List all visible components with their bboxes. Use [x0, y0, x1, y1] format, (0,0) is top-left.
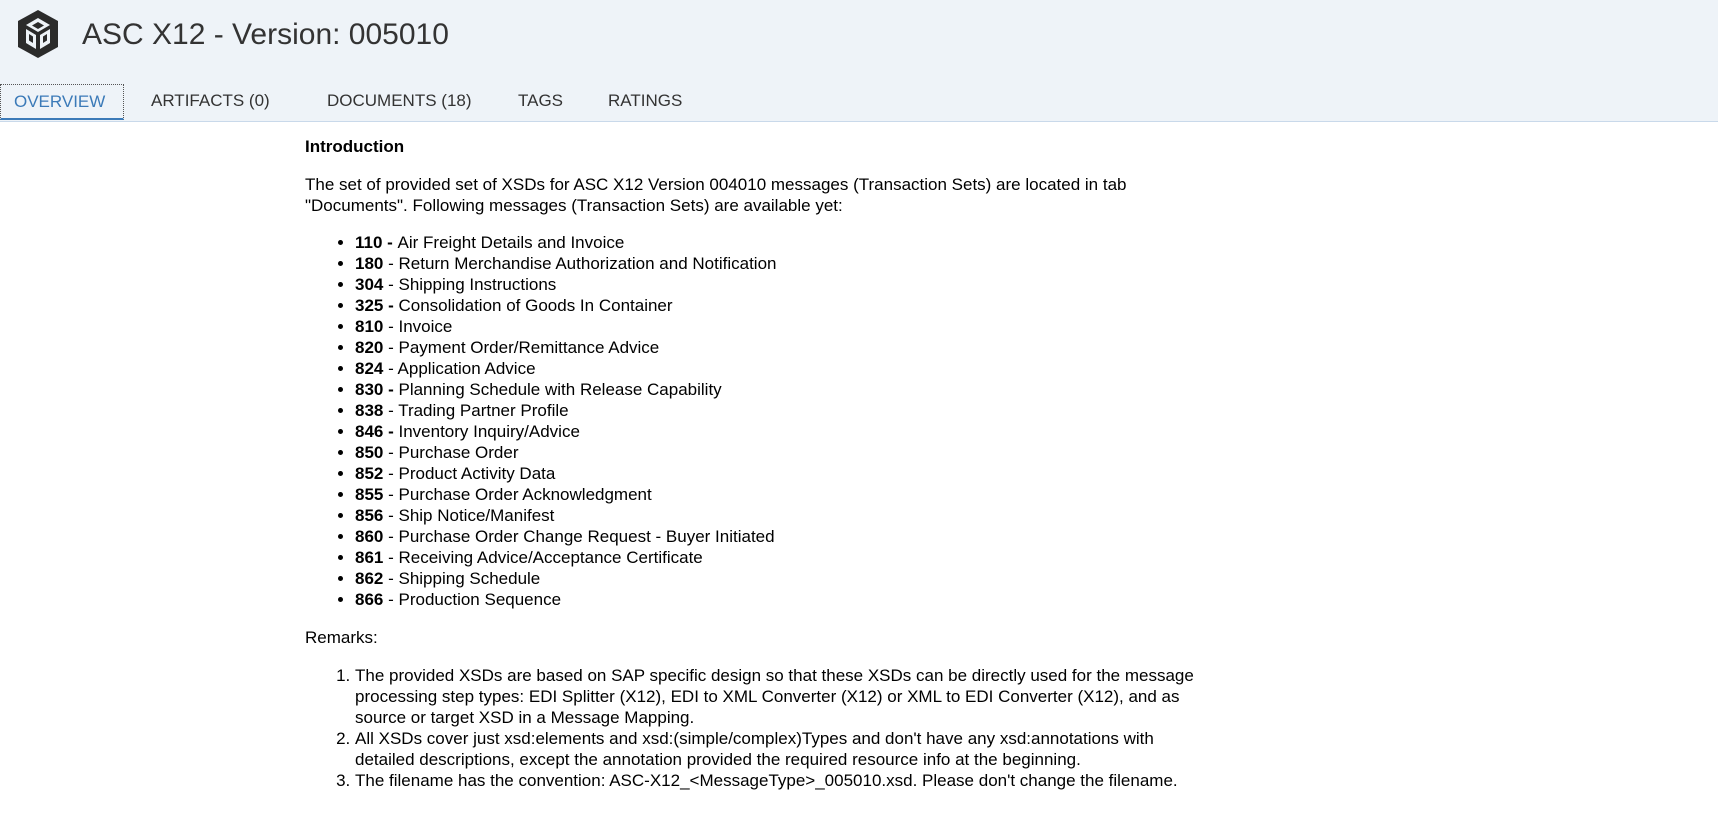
message-list	[305, 232, 1205, 610]
message-description: Purchase Order Change Request - Buyer Initiated	[398, 527, 775, 546]
separator: -	[383, 506, 399, 525]
message-code: 855	[355, 485, 384, 504]
separator: -	[383, 254, 399, 273]
message-description: Receiving Advice/Acceptance Certificate	[398, 548, 703, 567]
list-item	[355, 463, 1205, 484]
separator: -	[383, 296, 399, 315]
message-code: 325	[355, 296, 384, 315]
message-code: 110	[355, 233, 383, 252]
remarks-label: Remarks:	[305, 628, 378, 647]
separator: -	[383, 527, 399, 546]
message-code: 861	[355, 548, 384, 567]
list-item	[355, 358, 1205, 379]
separator: -	[383, 275, 399, 294]
message-description: Inventory Inquiry/Advice	[398, 422, 580, 441]
header-bar	[0, 0, 1718, 122]
message-code: 180	[355, 254, 384, 273]
list-item	[355, 484, 1205, 505]
message-code: 850	[355, 443, 384, 462]
message-code: 838	[355, 401, 384, 420]
message-code: 856	[355, 506, 384, 525]
message-code: 862	[355, 569, 384, 588]
separator: -	[383, 464, 399, 483]
overview-content	[305, 136, 1205, 791]
message-description: Production Sequence	[398, 590, 562, 609]
list-item	[355, 400, 1205, 421]
message-description: Payment Order/Remittance Advice	[398, 338, 660, 357]
message-code: 304	[355, 275, 384, 294]
separator: -	[383, 401, 399, 420]
tab-artifacts[interactable]: ARTIFACTS (0)	[151, 91, 270, 110]
separator: -	[383, 338, 399, 357]
message-code: 830	[355, 380, 384, 399]
tab-bar	[0, 84, 695, 122]
separator: -	[383, 317, 399, 336]
separator: -	[383, 359, 398, 378]
message-code: 846	[355, 422, 384, 441]
message-description: Trading Partner Profile	[398, 401, 569, 420]
message-description: Purchase Order Acknowledgment	[398, 485, 652, 504]
message-description: Application Advice	[397, 359, 536, 378]
list-item	[355, 253, 1205, 274]
tab-ratings[interactable]: RATINGS	[608, 91, 683, 110]
list-item	[355, 232, 1205, 253]
separator: -	[383, 548, 399, 567]
message-description: Product Activity Data	[398, 464, 556, 483]
message-code: 820	[355, 338, 384, 357]
message-description: Purchase Order	[398, 443, 519, 462]
message-description: Planning Schedule with Release Capability	[398, 380, 722, 399]
message-description: Shipping Instructions	[398, 275, 557, 294]
message-description: Air Freight Details and Invoice	[397, 233, 625, 252]
separator: -	[383, 443, 399, 462]
message-code: 860	[355, 527, 384, 546]
list-item	[355, 421, 1205, 442]
separator: -	[383, 485, 399, 504]
separator: -	[382, 233, 398, 252]
message-code: 810	[355, 317, 384, 336]
separator: -	[383, 380, 399, 399]
list-item	[355, 295, 1205, 316]
separator: -	[383, 422, 399, 441]
intro-paragraph: The set of provided set of XSDs for ASC X12 Version 004010 messages (Transaction Sets) are located in tab "Documents". Following messages (Transaction Sets) are available yet:	[305, 175, 1127, 215]
remark-item: 3. The filename has the convention: ASC-X12_<MessageType>_005010.xsd. Please don't change the filename.	[355, 770, 1205, 791]
list-item	[355, 589, 1205, 610]
list-item	[355, 274, 1205, 295]
tab-overview[interactable]: OVERVIEW	[0, 84, 124, 120]
remarks-list	[305, 665, 1205, 791]
section-heading: Introduction	[305, 137, 405, 156]
tab-documents[interactable]: DOCUMENTS (18)	[327, 91, 472, 110]
list-item	[355, 547, 1205, 568]
message-description: Invoice	[398, 317, 453, 336]
remark-item: 1. The provided XSDs are based on SAP specific design so that these XSDs can be directly used for the message processing step types: EDI Splitter (X12), EDI to XML Converter (X12) or XML to EDI Converter (X12), and as source or target XSD in a Message Mapping.	[355, 665, 1205, 728]
page-title: ASC X12 - Version: 005010	[82, 18, 449, 51]
list-item	[355, 505, 1205, 526]
list-item	[355, 379, 1205, 400]
cube-logo-icon	[14, 8, 62, 60]
list-item	[355, 568, 1205, 589]
message-description: Return Merchandise Authorization and Notification	[398, 254, 777, 273]
message-code: 824	[355, 359, 384, 378]
list-item	[355, 442, 1205, 463]
list-item	[355, 337, 1205, 358]
message-description: Shipping Schedule	[398, 569, 541, 588]
tab-tags[interactable]: TAGS	[518, 91, 564, 110]
message-description: Ship Notice/Manifest	[398, 506, 555, 525]
list-item	[355, 316, 1205, 337]
list-item	[355, 526, 1205, 547]
separator: -	[383, 590, 399, 609]
message-code: 852	[355, 464, 384, 483]
separator: -	[383, 569, 399, 588]
message-code: 866	[355, 590, 384, 609]
remark-item: 2. All XSDs cover just xsd:elements and xsd:(simple/complex)Types and don't have any xsd:annotations with detailed descriptions, except the annotation provided the required resource info at the beginning.	[355, 728, 1205, 770]
message-description: Consolidation of Goods In Container	[398, 296, 673, 315]
